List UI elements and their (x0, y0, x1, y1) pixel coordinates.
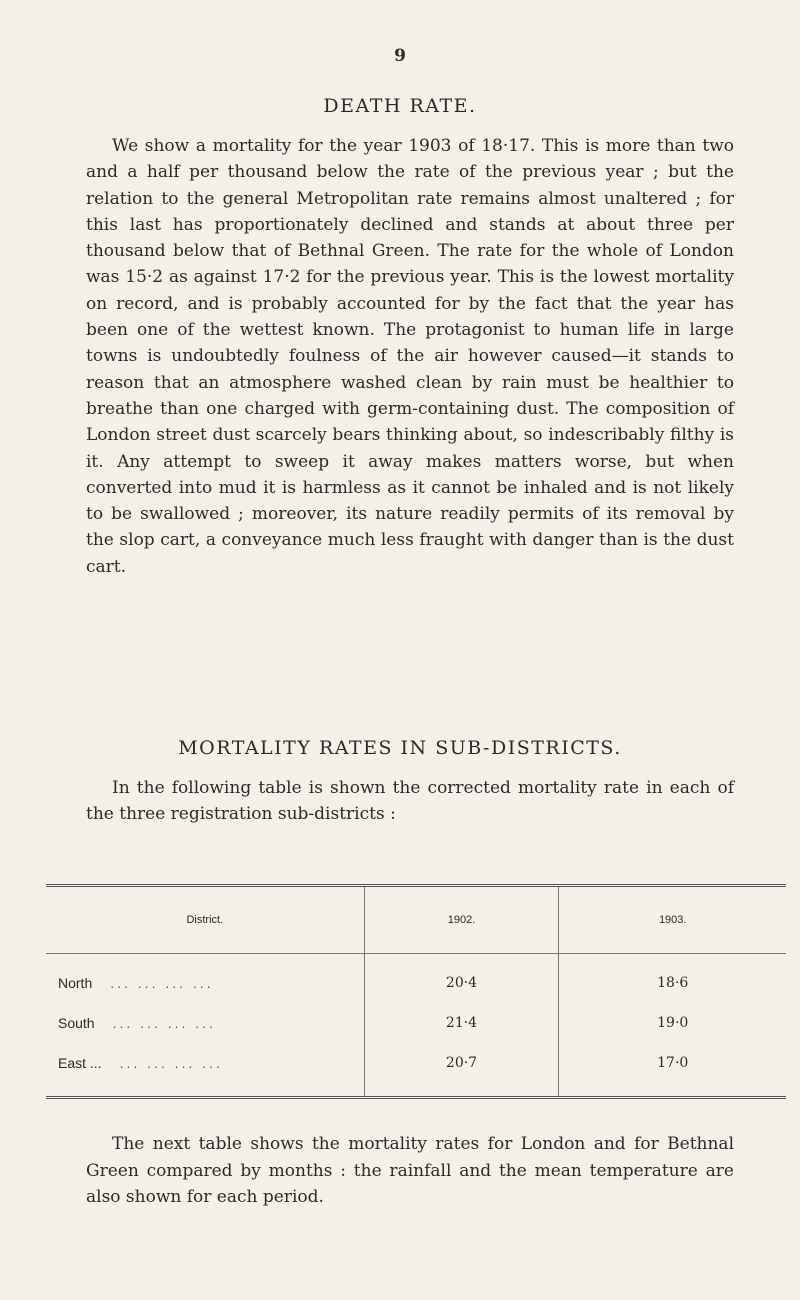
closing-paragraph: The next table shows the mortality rates for London and for Bethnal Green compared by months : the rainfall and the mean temperature are also shown for each period. (86, 1134, 734, 1207)
rate-1902-cell: 21·4 (364, 1003, 559, 1043)
header-1903: 1903. (559, 886, 786, 954)
district-cell (46, 1003, 364, 1043)
page-number: 9 (394, 46, 406, 66)
district-name: East ... (58, 1055, 102, 1071)
mortality-table (46, 884, 786, 1099)
rate-1902-cell: 20·7 (364, 1043, 559, 1098)
mortality-table-wrapper (46, 884, 786, 1099)
district-name: North (58, 975, 93, 991)
sub-districts-heading: MORTALITY RATES IN SUB-DISTRICTS. (178, 737, 622, 759)
leader-dots: ... ... ... ... (110, 975, 214, 991)
leader-dots: ... ... ... ... (112, 1015, 216, 1031)
table-row (46, 1043, 786, 1098)
district-name: South (58, 1015, 95, 1031)
table-row (46, 1003, 786, 1043)
sub-districts-intro: In the following table is shown the corrected mortality rate in each of the three registration sub-districts : (86, 778, 734, 825)
death-rate-heading: DEATH RATE. (323, 95, 477, 117)
rate-1903-cell: 19·0 (559, 1003, 786, 1043)
header-district: District. (46, 886, 364, 954)
leader-dots: ... ... ... ... (119, 1055, 223, 1071)
table-row (46, 954, 786, 1004)
table-header-row (46, 886, 786, 954)
rate-1903-cell: 17·0 (559, 1043, 786, 1098)
death-rate-paragraph: We show a mortality for the year 1903 of 18·17. This is more than two and a half per thousand below the rate of the previous year ; but the relation to the general Metropolitan rate remains almost unaltered ; for this last has proportionately declined and stands at about three per thousand below that of Bethnal Green. The rate for the whole of London was 15·2 as against 17·2 for the previous year. This is the lowest mortality on record, and is probably accounted for by the fact that the year has been one of the wettest known. The protagonist to human life in large towns is undoubtedly foulness of the air however caused—it stands to reason that an atmosphere washed clean by rain must be healthier to breathe than one charged with germ-containing dust. The composition of London street dust scarcely bears thinking about, so indescribably filthy is it. Any attempt to sweep it away makes matters worse, but when converted into mud it is harmless as it cannot be inhaled and is not likely to be swallowed ; moreover, its nature readily permits of its removal by the slop cart, a conveyance much less fraught with danger than is the dust cart. (86, 136, 734, 577)
header-1902: 1902. (364, 886, 559, 954)
district-cell (46, 954, 364, 1004)
district-cell (46, 1043, 364, 1098)
rate-1903-cell: 18·6 (559, 954, 786, 1004)
rate-1902-cell: 20·4 (364, 954, 559, 1004)
